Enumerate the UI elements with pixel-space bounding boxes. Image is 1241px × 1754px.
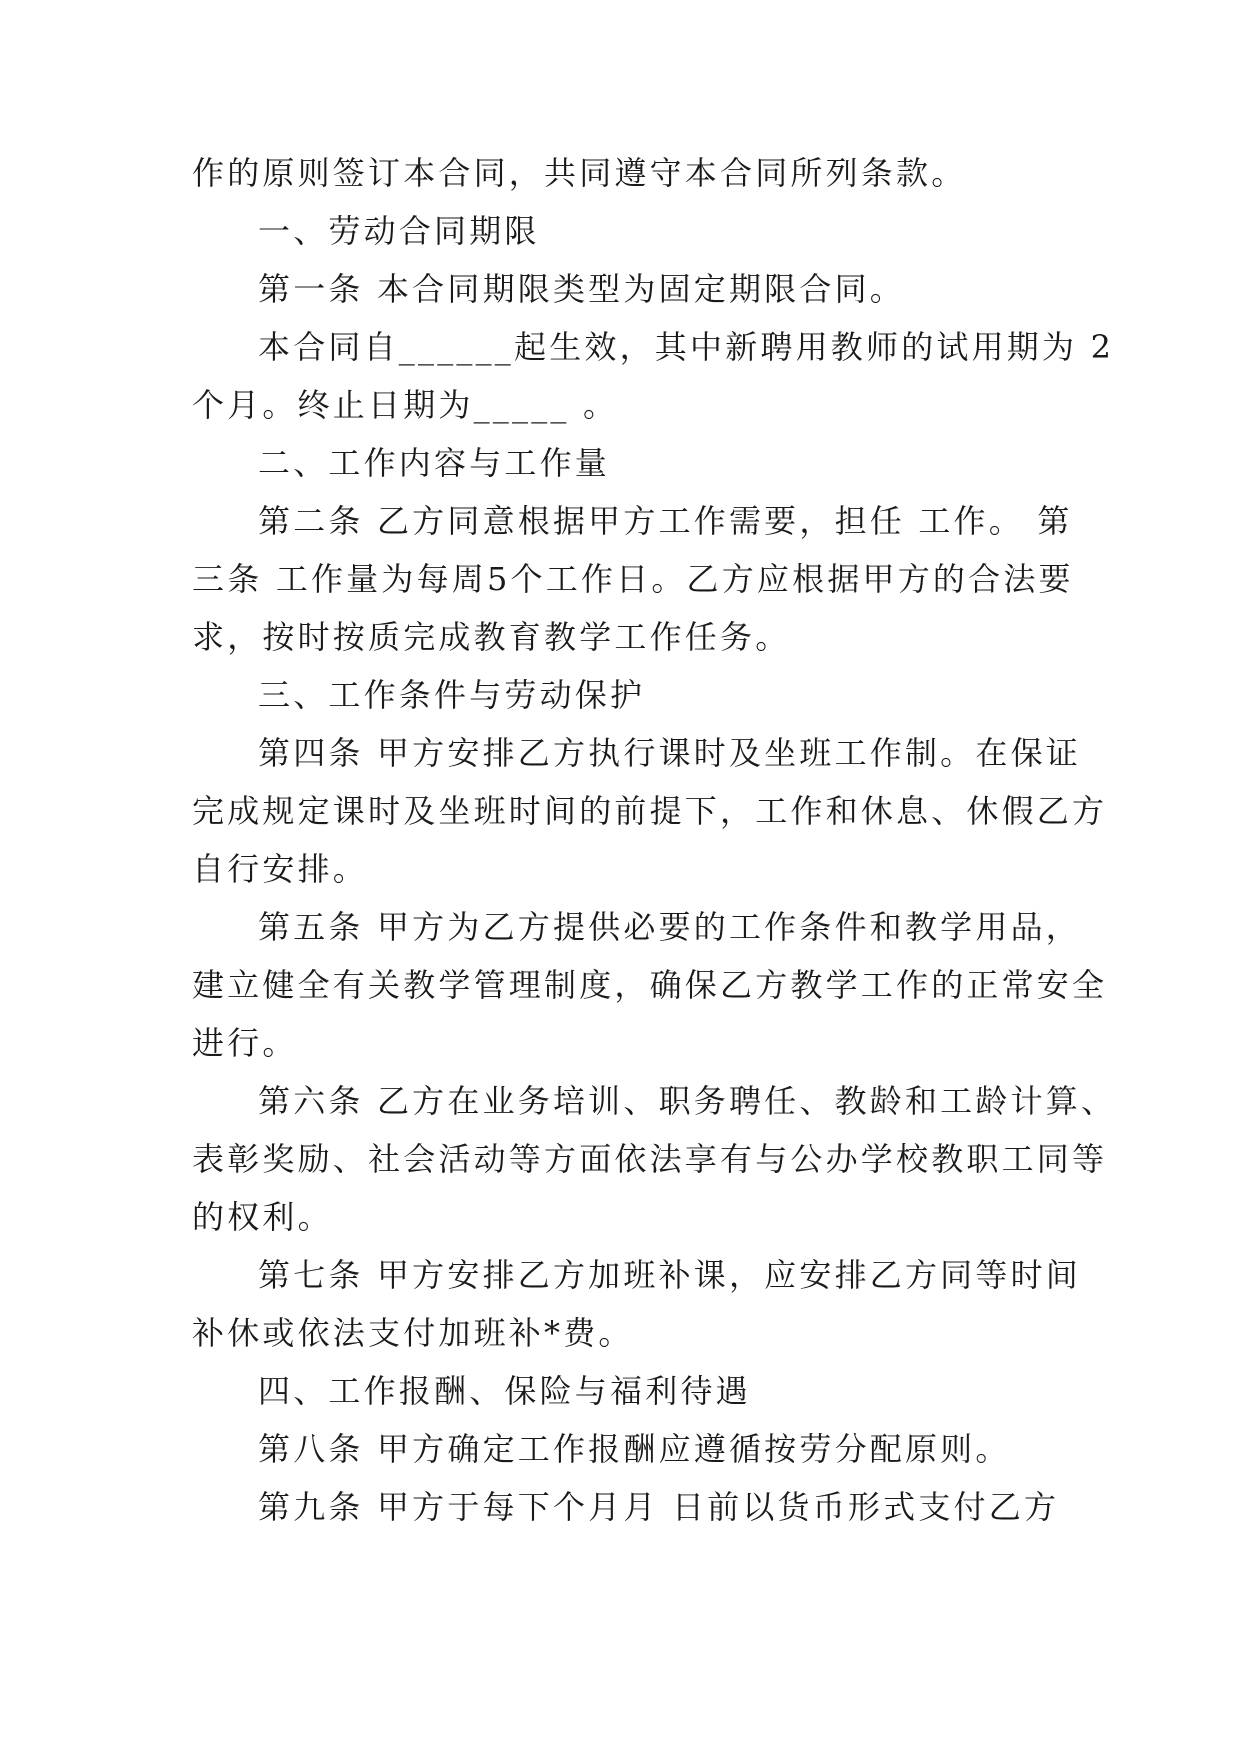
- article-line: 本合同自______起生效，其中新聘用教师的试用期为 2: [258, 328, 1115, 366]
- section-heading: 三、工作条件与劳动保护: [258, 676, 646, 714]
- text-line: 建立健全有关教学管理制度，确保乙方教学工作的正常安全: [192, 966, 1108, 1004]
- text-line: 完成规定课时及坐班时间的前提下，工作和休息、休假乙方: [192, 792, 1108, 830]
- article-line: 第一条 本合同期限类型为固定期限合同。: [258, 270, 905, 308]
- section-heading: 二、工作内容与工作量: [258, 444, 611, 482]
- text-line: 补休或依法支付加班补*费。: [192, 1314, 634, 1352]
- article-line: 第九条 甲方于每下个月月 日前以货币形式支付乙方: [258, 1488, 1060, 1526]
- text-line: 个月。终止日期为_____ 。: [192, 386, 619, 424]
- section-heading: 四、工作报酬、保险与福利待遇: [258, 1372, 751, 1410]
- text-line: 求，按时按质完成教育教学工作任务。: [192, 618, 791, 656]
- text-line: 进行。: [192, 1024, 298, 1062]
- article-line: 第六条 乙方在业务培训、职务聘任、教龄和工龄计算、: [258, 1082, 1117, 1120]
- article-line: 第八条 甲方确定工作报酬应遵循按劳分配原则。: [258, 1430, 1011, 1468]
- article-line: 第二条 乙方同意根据甲方工作需要，担任 工作。 第: [258, 502, 1073, 540]
- text-line: 自行安排。: [192, 850, 369, 888]
- article-line: 第五条 甲方为乙方提供必要的工作条件和教学用品，: [258, 908, 1081, 946]
- article-line: 第四条 甲方安排乙方执行课时及坐班工作制。在保证: [258, 734, 1081, 772]
- text-line: 的权利。: [192, 1198, 333, 1236]
- text-line: 表彰奖励、社会活动等方面依法享有与公办学校教职工同等: [192, 1140, 1108, 1178]
- text-line: 三条 工作量为每周5个工作日。乙方应根据甲方的合法要: [192, 560, 1074, 598]
- text-line: 作的原则签订本合同，共同遵守本合同所列条款。: [192, 154, 967, 192]
- article-line: 第七条 甲方安排乙方加班补课，应安排乙方同等时间: [258, 1256, 1081, 1294]
- section-heading: 一、劳动合同期限: [258, 212, 540, 250]
